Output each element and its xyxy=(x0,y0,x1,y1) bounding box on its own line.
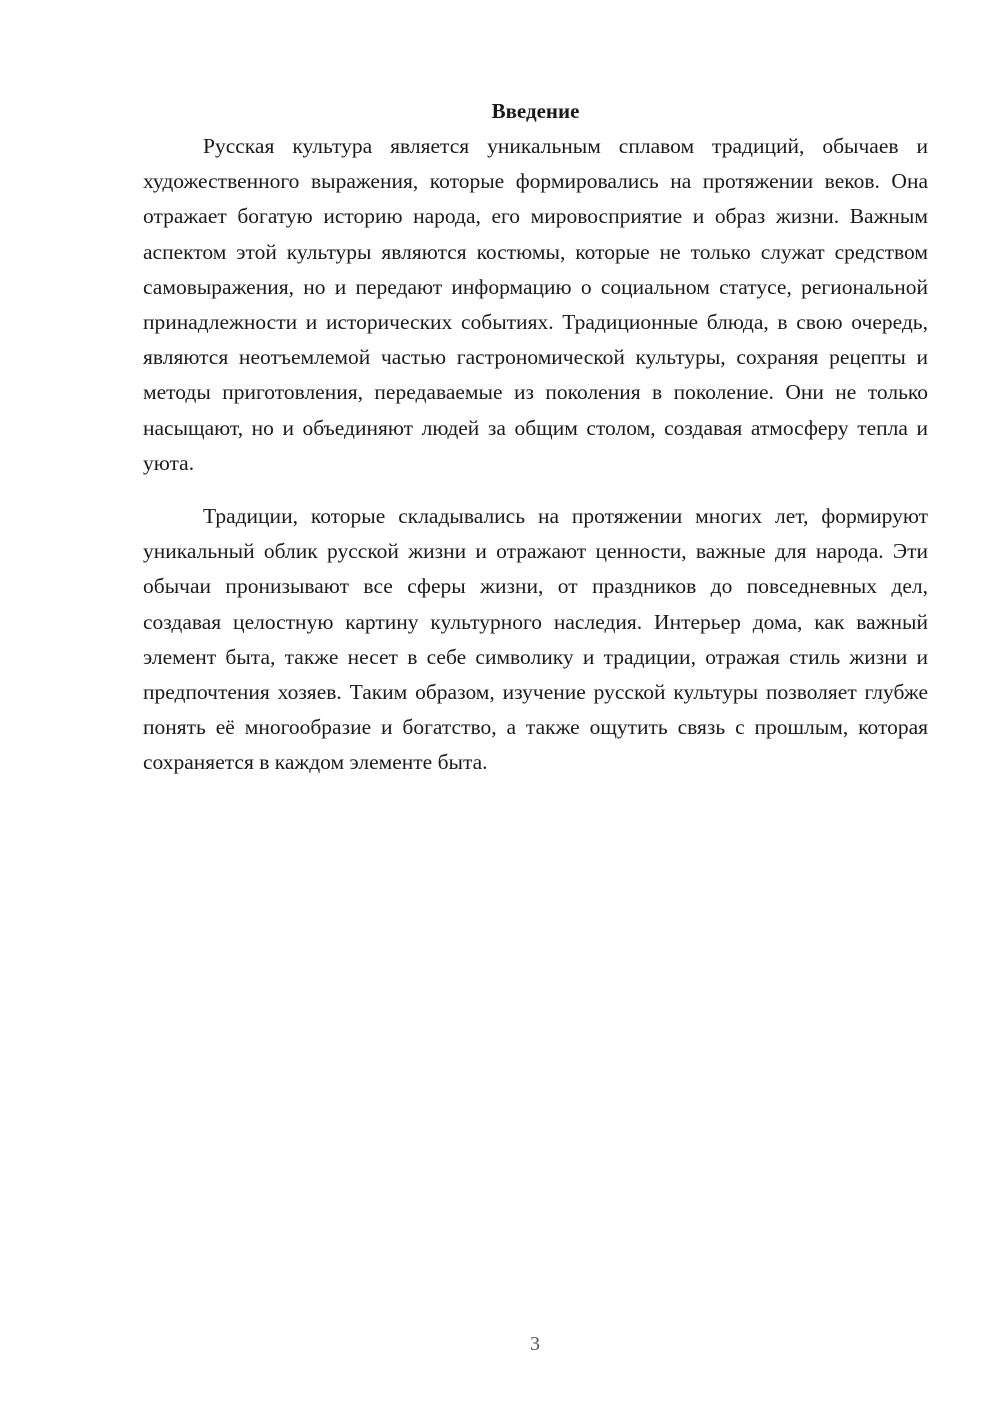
paragraph-2: Традиции, которые складывались на протяжении многих лет, формируют уникальный облик русской жизни и отражают ценности, важные для народа. Эти обычаи пронизывают все сферы жизни, от праздников до повседневных дел, создавая целостную картину культурного наследия. Интерьер дома, как важный элемент быта, также несет в себе символику и традиции, отражая стиль жизни и предпочтения хозяев. Таким образом, изучение русской культуры позволяет глубже понять её многообразие и богатство, а также ощутить связь с прошлым, которая сохраняется в каждом элементе быта. xyxy=(143,504,928,775)
section-heading: Введение xyxy=(491,99,580,123)
page-number: 3 xyxy=(530,1333,540,1355)
paragraph-1: Русская культура является уникальным сплавом традиций, обычаев и художественного выражения, которые формировались на протяжении веков. Она отражает богатую историю народа, его мировосприятие и образ жизни. Важным аспектом этой культуры являются костюмы, которые не только служат средством самовыражения, но и передают информацию о социальном статусе, региональной принадлежности и исторических событиях. Традиционные блюда, в свою очередь, являются неотъемлемой частью гастрономической культуры, сохраняя рецепты и методы приготовления, передаваемые из поколения в поколение. Они не только насыщают, но и объединяют людей за общим столом, создавая атмосферу тепла и уюта. xyxy=(143,134,928,475)
page-content xyxy=(143,94,928,781)
